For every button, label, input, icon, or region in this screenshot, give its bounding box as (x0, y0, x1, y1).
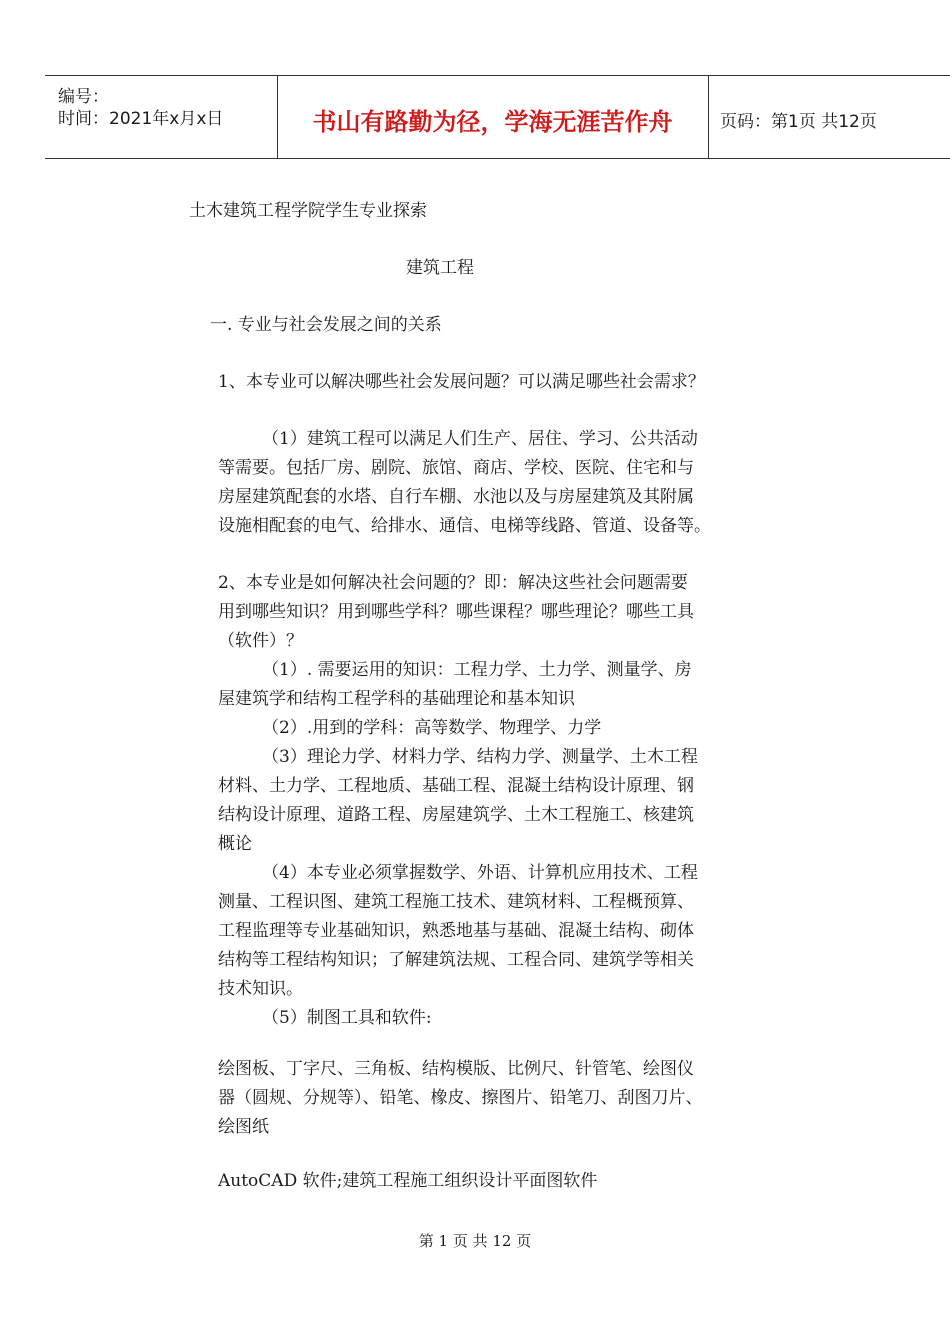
paragraph-line: AutoCAD 软件;建筑工程施工组织设计平面图软件 (218, 1171, 598, 1191)
paragraph-line: 工程监理等专业基础知识，熟悉地基与基础、混凝土结构、砌体 (218, 921, 694, 941)
section-heading: 建筑工程 (406, 258, 474, 278)
paragraph-line: 结构等工程结构知识；了解建筑法规、工程合同、建筑学等相关 (218, 950, 694, 970)
paragraph-line: （4）本专业必须掌握数学、外语、计算机应用技术、工程 (262, 863, 698, 883)
header-middle-cell (277, 76, 709, 158)
paragraph-line: 屋建筑学和结构工程学科的基础理论和基本知识 (218, 689, 575, 709)
header-motto: 书山有路勤为径，学海无涯苦作舟 (312, 108, 673, 136)
paragraph-line: 概论 (218, 834, 252, 854)
paragraph-line: 用到哪些知识？用到哪些学科？哪些课程？哪些理论？哪些工具 (218, 602, 694, 622)
paragraph-line: 测量、工程识图、建筑工程施工技术、建筑材料、工程概预算、 (218, 892, 694, 912)
paragraph-line: 器（圆规、分规等）、铅笔、橡皮、擦图片、铅笔刀、刮图刀片、 (218, 1088, 703, 1108)
paragraph-line: 设施相配套的电气、给排水、通信、电梯等线路、管道、设备等。 (218, 516, 711, 536)
paragraph-line: 材料、土力学、工程地质、基础工程、混凝土结构设计原理、钢 (218, 776, 694, 796)
paragraph-line: 结构设计原理、道路工程、房屋建筑学、土木工程施工、核建筑 (218, 805, 694, 825)
header-left-cell (45, 76, 278, 158)
paragraph-line: 房屋建筑配套的水塔、自行车棚、水池以及与房屋建筑及其附属 (218, 487, 694, 507)
header-right-cell (708, 76, 950, 158)
question-1: 1、本专业可以解决哪些社会发展问题？可以满足哪些社会需求？ (218, 372, 705, 392)
document-title: 土木建筑工程学院学生专业探索 (189, 201, 427, 221)
chapter-heading: 一. 专业与社会发展之间的关系 (210, 315, 442, 335)
paragraph-line: （1）建筑工程可以满足人们生产、居住、学习、公共活动 (262, 429, 698, 449)
page-footer: 第 1 页 共 12 页 (418, 1232, 532, 1250)
paragraph-line: （3）理论力学、材料力学、结构力学、测量学、土木工程 (262, 747, 698, 767)
paragraph-line: 绘图板、丁字尺、三角板、结构模版、比例尺、针管笔、绘图仪 (218, 1059, 694, 1079)
paragraph-line: （软件）？ (218, 631, 303, 651)
header-page-info: 页码：第1页 共12页 (720, 112, 877, 132)
question-2: 2、本专业是如何解决社会问题的？即：解决这些社会问题需要 (218, 573, 688, 593)
document-time-label: 时间：2021年x月x日 (58, 109, 224, 129)
paragraph-line: （5）制图工具和软件: (262, 1008, 432, 1028)
document-code-label: 编号： (58, 87, 109, 107)
paragraph-line: 等需要。包括厂房、剧院、旅馆、商店、学校、医院、住宅和与 (218, 458, 694, 478)
paragraph-line: （1）. 需要运用的知识：工程力学、土力学、测量学、房 (262, 660, 692, 680)
paragraph-line: （2）.用到的学科：高等数学、物理学、力学 (262, 718, 602, 738)
paragraph-line: 技术知识。 (218, 979, 303, 999)
paragraph-line: 绘图纸 (218, 1117, 269, 1137)
page-header (45, 75, 950, 159)
